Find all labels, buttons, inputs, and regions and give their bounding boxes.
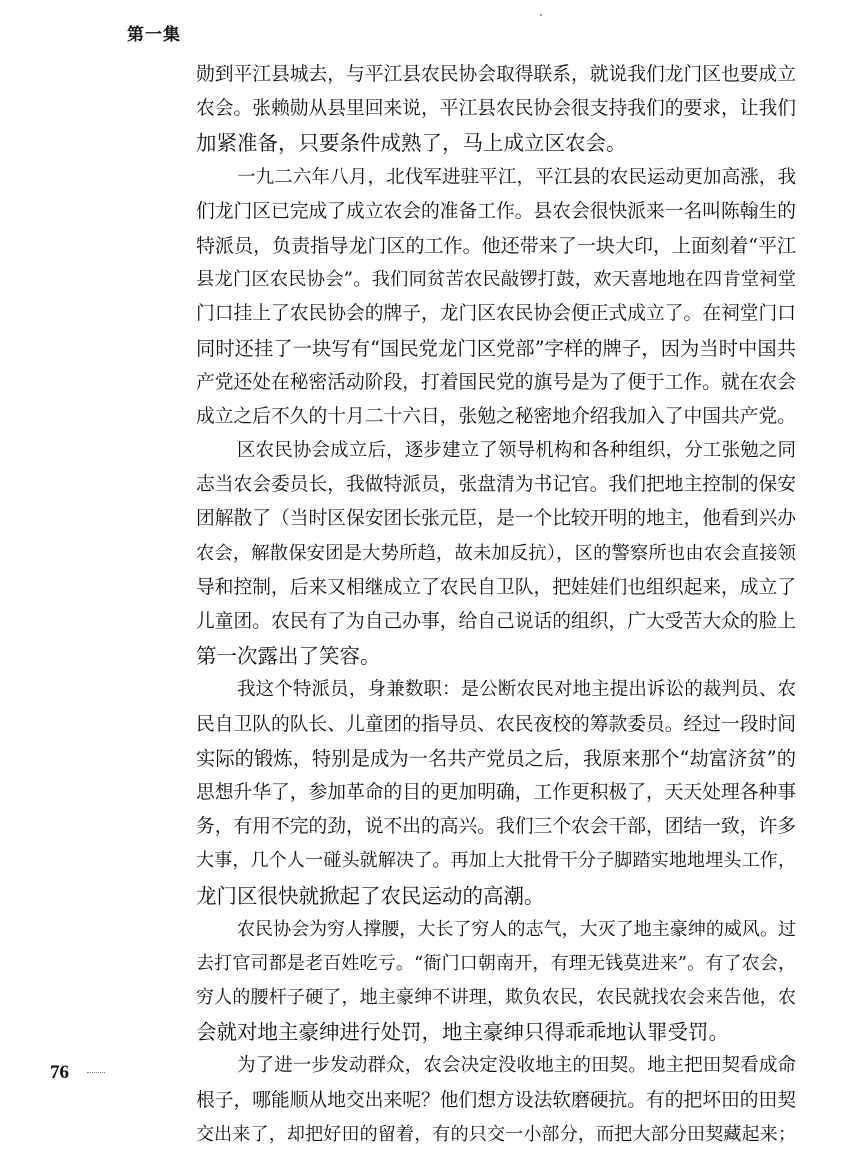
text-line: 门口挂上了农民协会的牌子，龙门区农民协会便正式成立了。在祠堂门口 (196, 303, 796, 325)
text-line: 一九二六年八月，北伐军进驻平江，平江县的农民运动更加高涨，我 (237, 166, 796, 188)
text-line: 会就对地主豪绅进行处罚，地主豪绅只得乖乖地认罪受罚。 (196, 1020, 729, 1045)
text-line: 勋到平江县城去，与平江县农民协会取得联系，就说我们龙门区也要成立 (196, 64, 796, 85)
text-line: 为了进一步发动群众，农会决定没收地主的田契。地主把田契看成命 (237, 1055, 796, 1077)
text-line: 根子，哪能顺从地交出来呢？他们想方设法软磨硬抗。有的把坏田的田契 (196, 1089, 796, 1111)
text-line: 儿童团。农民有了为自己办事，给自己说话的组织，广大受苦大众的脸上 (196, 611, 796, 632)
paragraph (196, 913, 796, 1050)
text-line: 们龙门区已完成了成立农会的准备工作。县农会很快派来一名叫陈翰生的 (196, 200, 796, 222)
page-body (196, 58, 796, 1152)
text-line: 务，有用不完的劲，说不出的高兴。我们三个农会干部，团结一致，许多 (196, 816, 796, 838)
text-line: 民自卫队的队长、儿童团的指导员、农民夜校的筹款委员。经过一段时间 (196, 713, 796, 735)
text-line: 同时还挂了一块写有“国民党龙门区党部”字样的牌子，因为当时中国共 (196, 336, 796, 360)
text-line: 第一次露出了笑容。 (196, 644, 381, 669)
paragraph (196, 161, 796, 435)
text-line: 我这个特派员，身兼数职：是公断农民对地主提出诉讼的裁判员、农 (237, 679, 796, 701)
text-line: 县龙门区农民协会”。我们同贫苦农民敲锣打鼓，欢天喜地地在四肯堂祠堂 (196, 269, 796, 291)
paragraph (196, 1049, 796, 1152)
running-header: 第一集 (127, 25, 181, 45)
text-line: 特派员，负责指导龙门区的工作。他还带来了一块大印，上面刻着“平江 (196, 234, 796, 257)
text-line: 大事，几个人一碰头就解决了。再加上大批骨干分子脚踏实地地埋头工作， (196, 850, 796, 872)
text-line: 产党还处在秘密活动阶段，打着国民党的旗号是为了便于工作。就在农会 (196, 371, 796, 393)
paragraph (196, 434, 796, 673)
text-line: 交出来了，却把好田的留着，有的只交一小部分，而把大部分田契藏起来； (196, 1123, 796, 1145)
text-line: 农会。张赖勋从县里回来说，平江县农民协会很支持我们的要求，让我们 (196, 98, 796, 120)
text-line: 区农民协会成立后，逐步建立了领导机构和各种组织，分工张勉之同 (237, 440, 796, 462)
page-number: 76 (50, 1062, 69, 1083)
scan-mark (87, 1072, 105, 1076)
text-line: 去打官司都是老百姓吃亏。“衙门口朝南开，有理无钱莫进来”。有了农会， (196, 952, 796, 974)
text-line: 志当农会委员长，我做特派员，张盘清为书记官。我们把地主控制的保安 (196, 474, 796, 496)
text-line: 团解散了（当时区保安团长张元臣，是一个比较开明的地主，他看到兴办 (196, 508, 796, 530)
paragraph (196, 673, 796, 912)
text-line: 穷人的腰杆子硬了，地主豪绅不讲理，欺负农民，农民就找农会来告他，农 (196, 987, 796, 1009)
text-line: 农会，解散保安团是大势所趋，故未加反抗），区的警察所也由农会直接领 (196, 542, 796, 564)
text-line: 成立之后不久的十月二十六日，张勉之秘密地介绍我加入了中国共产党。 (196, 405, 796, 427)
text-line: 思想升华了，参加革命的目的更加明确，工作更积极了，天天处理各种事 (196, 781, 796, 803)
text-line: 实际的锻炼，特别是成为一名共产党员之后，我原来那个“劫富济贫”的 (196, 746, 796, 770)
text-line: 农民协会为穷人撑腰，大长了穷人的志气，大灭了地主豪绅的威风。过 (237, 918, 796, 940)
text-line: 龙门区很快就掀起了农民运动的高潮。 (196, 883, 545, 908)
text-line: 加紧准备，只要条件成熟了，马上成立区农会。 (196, 131, 627, 156)
text-line: 导和控制，后来又相继成立了农民自卫队，把娃娃们也组织起来，成立了 (196, 576, 796, 598)
scan-speck (540, 14, 542, 16)
paragraph (196, 58, 796, 161)
